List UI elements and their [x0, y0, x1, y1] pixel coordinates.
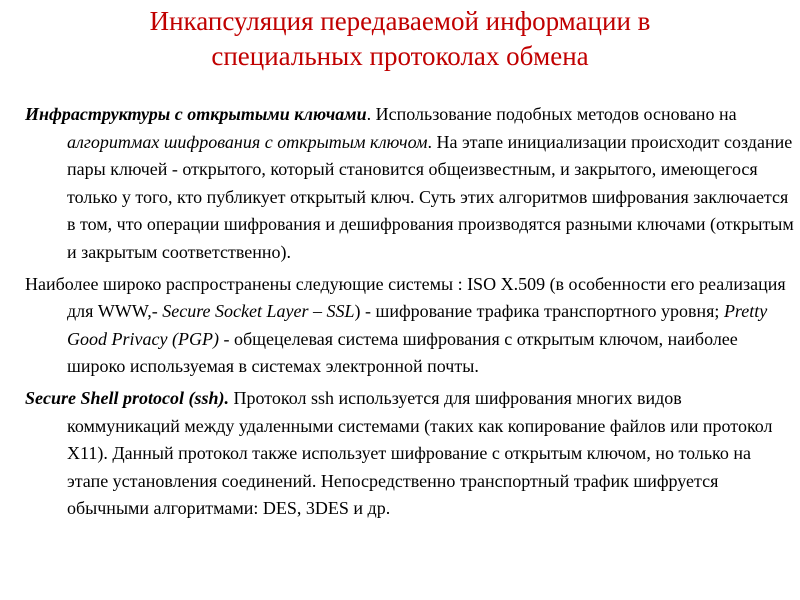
paragraph-pki-italic: алгоритмах шифрования с открытым ключом: [67, 131, 428, 152]
slide-body: [25, 101, 795, 527]
paragraph-systems-text-3: - общецелевая система шифрования с открытым ключом, наиболее широко используемая в системах электронной почты.: [67, 328, 738, 377]
term-pki: Инфраструктуры с открытыми ключами: [25, 104, 367, 124]
paragraph-pki: [25, 101, 795, 267]
paragraph-systems-text-1: Наиболее широко распространены следующие системы : ISO X.509 (в особенности его реализация для WWW,-: [25, 273, 786, 322]
slide-title-line-1: Инкапсуляция передаваемой информации в: [149, 6, 651, 36]
paragraph-pki-text-2: . На этапе инициализации происходит создание пары ключей - открытого, который становится общеизвестным, и закрытого, имеющегося только у того, кто публикует открытый ключ. Суть этих алгоритмов шифрования заключается в том, что операции шифрования и дешифрования производятся разными ключами (открытым и закрытым соответственно).: [67, 131, 794, 262]
slide-title: [0, 4, 800, 74]
paragraph-pki-text-1: . Использование подобных методов основано на: [366, 104, 737, 124]
paragraph-systems: [25, 271, 795, 381]
paragraph-systems-pgp: Pretty Good Privacy (PGP): [67, 301, 768, 349]
paragraph-systems-ssl: Secure Socket Layer – SSL: [162, 301, 355, 322]
paragraph-ssh-text-1: Протокол ssh используется для шифрования многих видов коммуникаций между удаленными системами (таких как копирование файлов или протокол X11). Данный протокол также использует шифрование с открытым ключом, но только на этапе установления соединений. Непосредственно транспортный трафик шифруется обычными алгоритмами: DES, 3DES и др.: [67, 387, 773, 519]
term-ssh: Secure Shell protocol (ssh).: [25, 387, 230, 408]
paragraph-ssh: [25, 385, 795, 523]
paragraph-systems-text-2: ) - шифрование трафика транспортного уровня;: [354, 301, 724, 322]
slide-title-line-2: специальных протоколах обмена: [211, 41, 589, 71]
